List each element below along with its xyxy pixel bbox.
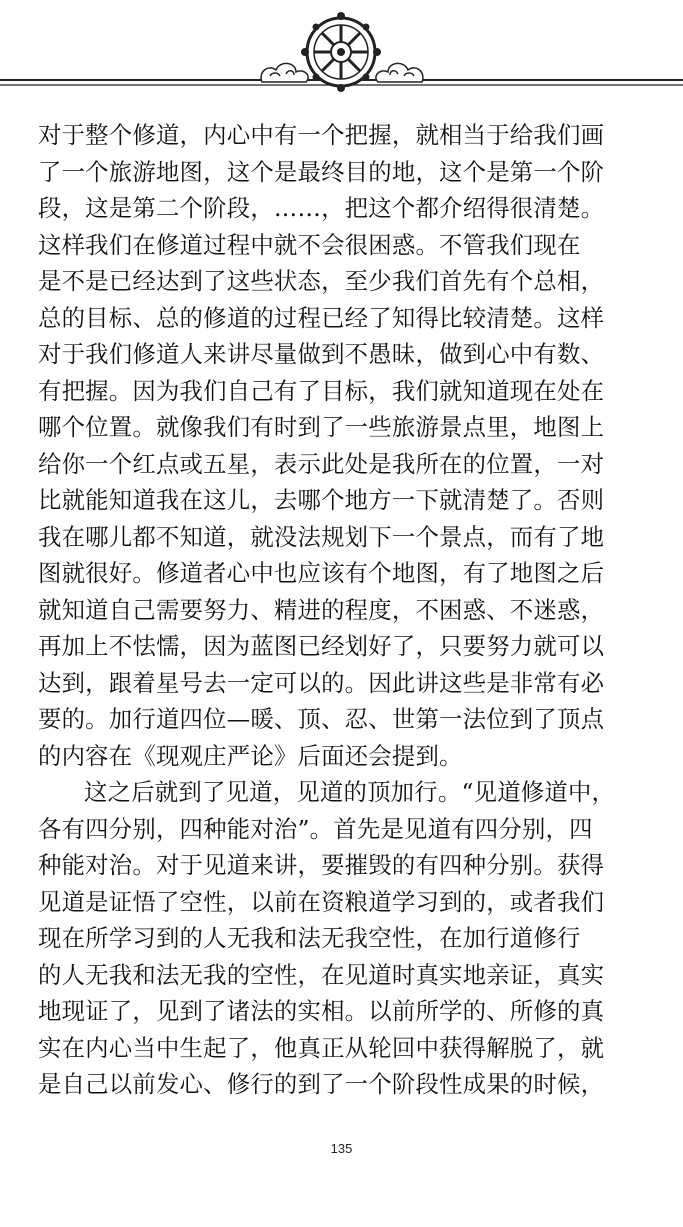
text-line: 是自己以前发心、修行的到了一个阶段性成果的时候， bbox=[38, 1070, 605, 1098]
main-text bbox=[38, 117, 646, 1103]
text-line: 达到，跟着星号去一定可以的。因此讲这些是非常有必 bbox=[38, 668, 605, 697]
text-line: 见道是证悟了空性，以前在资粮道学习到的，或者我们 bbox=[38, 887, 605, 916]
text-line: 的内容在《现观庄严论》后面还会提到。 bbox=[38, 741, 463, 770]
text-line: 种能对治。对于见道来讲，要摧毁的有四种分别。获得 bbox=[38, 851, 605, 879]
cloud-right-icon bbox=[376, 63, 423, 82]
text-line: 实在内心当中生起了，他真正从轮回中获得解脱了，就 bbox=[38, 1033, 605, 1062]
text-line: 总的目标、总的修道的过程已经了知得比较清楚。这样 bbox=[38, 303, 605, 332]
text-line: 要的。加行道四位—暖、顶、忍、世第一法位到了顶点 bbox=[38, 705, 605, 733]
cloud-left-icon bbox=[261, 63, 308, 82]
text-line: 比就能知道我在这儿，去哪个地方一下就清楚了。否则 bbox=[38, 486, 605, 514]
page-header bbox=[0, 0, 683, 110]
text-line: 哪个位置。就像我们有时到了一些旅游景点里，地图上 bbox=[38, 413, 605, 441]
text-line: 我在哪儿都不知道，就没法规划下一个景点，而有了地 bbox=[38, 522, 605, 551]
text-line: 就知道自己需要努力、精进的程度，不困惑、不迷惑， bbox=[38, 595, 605, 624]
page-number: 135 bbox=[330, 1141, 353, 1156]
text-line: 对于整个修道，内心中有一个把握，就相当于给我们画 bbox=[38, 121, 605, 149]
text-line: 这样我们在修道过程中就不会很困惑。不管我们现在 bbox=[38, 230, 581, 259]
header-ornament bbox=[0, 0, 683, 110]
text-line: 有把握。因为我们自己有了目标，我们就知道现在处在 bbox=[38, 376, 605, 405]
text-line: 这之后就到了见道，见道的顶加行。“见道修道中， bbox=[84, 778, 616, 806]
text-line: 地现证了，见到了诸法的实相。以前所学的、所修的真 bbox=[38, 997, 605, 1025]
text-line: 现在所学习到的人无我和法无我空性，在加行道修行 bbox=[38, 924, 581, 952]
text-line: 了一个旅游地图，这个是最终目的地，这个是第一个阶 bbox=[38, 157, 605, 186]
text-line: 给你一个红点或五星，表示此处是我所在的位置，一对 bbox=[38, 449, 605, 478]
text-line: 的人无我和法无我的空性，在见道时真实地亲证，真实 bbox=[38, 960, 605, 989]
text-line: 是不是已经达到了这些状态，至少我们首先有个总相， bbox=[38, 267, 605, 295]
text-line: 图就很好。修道者心中也应该有个地图，有了地图之后 bbox=[38, 559, 605, 587]
text-line: 段，这是第二个阶段，……，把这个都介绍得很清楚。 bbox=[38, 194, 605, 222]
text-line: 再加上不怯懦，因为蓝图已经划好了，只要努力就可以 bbox=[38, 632, 605, 660]
text-line: 各有四分别，四种能对治”。首先是见道有四分别，四 bbox=[38, 814, 593, 843]
text-line: 对于我们修道人来讲尽量做到不愚昧，做到心中有数、 bbox=[38, 340, 605, 368]
